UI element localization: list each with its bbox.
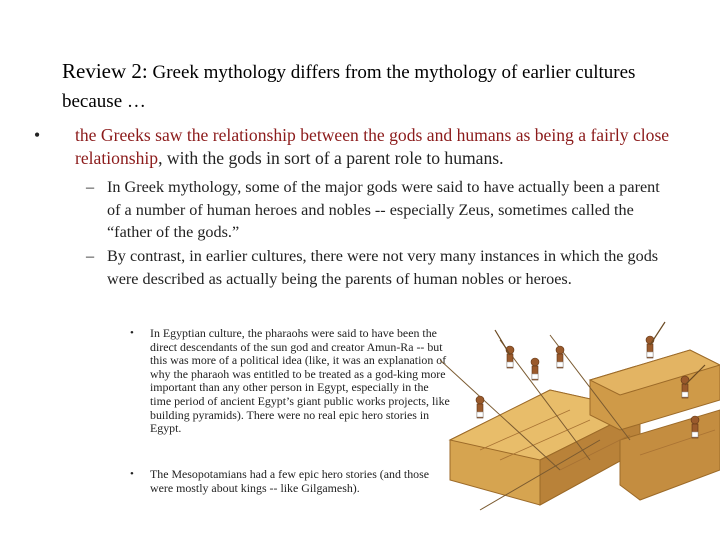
third-level-text: In Egyptian culture, the pharaohs were said to have been the direct descendants of the sun god and creator Amun-Ra -- but this was more of a political idea (like, it was an explanation of why the pharaoh was entitled to be treated as a god-king more important than any other person in Egypt, especially in the time period of ancient Egypt’s giant public works projects, like building pyramids). There were no real epic hero stories in Egypt. (150, 326, 450, 436)
sub-bullet (86, 245, 666, 290)
sub-bullet-text: In Greek mythology, some of the major gods were said to have actually been a parent of a number of human heroes and nobles -- especially Zeus, sometimes called the “father of the gods.” (107, 178, 660, 241)
third-level-bullet (130, 468, 452, 495)
bullet-marker: • (34, 125, 41, 145)
small-bullet-marker: • (130, 327, 134, 339)
dash-marker: – (86, 247, 95, 265)
small-bullet-marker: • (130, 468, 134, 480)
third-level-text: The Mesopotamians had a few epic hero stories (and those were mostly about kings -- like Gilgamesh). (150, 467, 430, 495)
slide-title (62, 57, 682, 116)
bullet-highlight-text: the Greeks saw the relationship between the gods and humans as being a fairly close relationship (75, 125, 670, 168)
dash-marker: – (86, 178, 95, 196)
title-lead: Review 2: (62, 59, 148, 83)
sub-bullet-text: By contrast, in earlier cultures, there were not very many instances in which the gods were described as actually being the parents of human nobles or heroes. (107, 247, 659, 288)
title-rest: Greek mythology differs from the mythology of earlier cultures because … (62, 62, 636, 112)
sub-bullet (86, 176, 666, 244)
third-level-bullet (130, 327, 452, 436)
main-bullet (34, 124, 694, 170)
pyramid-builders-illustration (440, 320, 720, 520)
bullet-rest-text: , with the gods in sort of a parent role to humans. (158, 148, 504, 168)
